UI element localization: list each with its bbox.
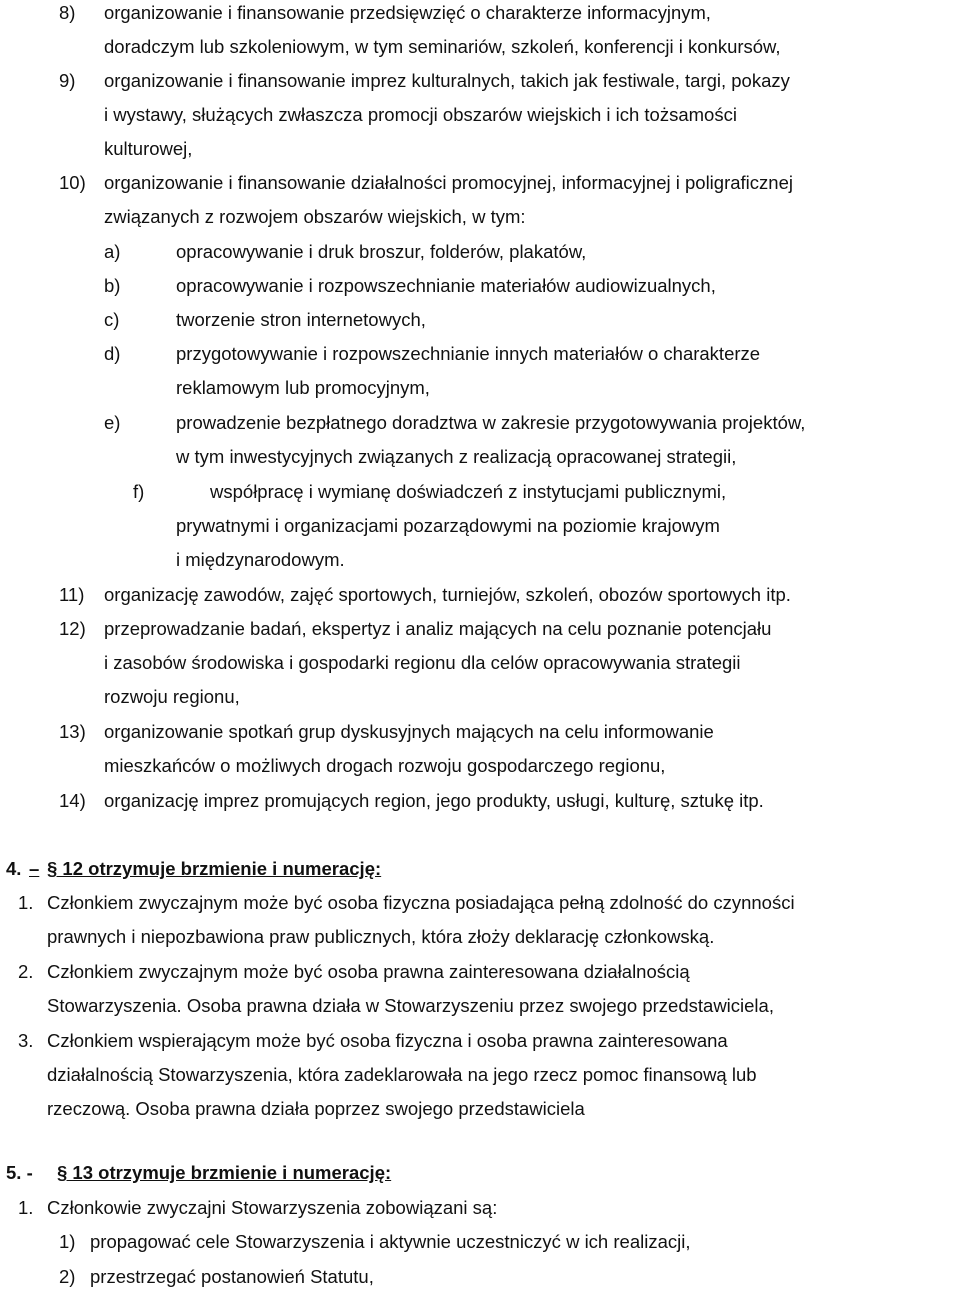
list-number: 8)	[59, 2, 76, 23]
list-item-14	[0, 788, 960, 814]
sub-item-text: w tym inwestycyjnych związanych z realizacją opracowanej strategii,	[176, 446, 737, 467]
point-text: prawnych i niepozbawiona praw publicznych, która złoży deklarację członkowską.	[47, 926, 715, 947]
sub-letter: e)	[104, 412, 121, 433]
point-text: Stowarzyszenia. Osoba prawna działa w Stowarzyszeniu przez swojego przedstawiciela,	[47, 995, 774, 1016]
list-item-9-line-1	[0, 68, 960, 94]
sub-letter: a)	[104, 241, 121, 262]
list-item-text: kulturowej,	[104, 138, 193, 159]
list-item-text: i wystawy, służących zwłaszcza promocji obszarów wiejskich i ich tożsamości	[104, 104, 737, 125]
point-number: 1.	[18, 892, 34, 913]
sub-item-f-line-2	[0, 513, 960, 539]
point-text: działalnością Stowarzyszenia, która zadeklarowała na jego rzecz pomoc finansową lub	[47, 1064, 757, 1085]
list-item-text: i zasobów środowiska i gospodarki regionu dla celów opracowywania strategii	[104, 652, 741, 673]
list-item-text: organizowanie i finansowanie imprez kulturalnych, takich jak festiwale, targi, pokazy	[104, 70, 790, 91]
list-number: 10)	[59, 172, 86, 193]
list-number: 14)	[59, 790, 86, 811]
list-item-12-line-1	[0, 616, 960, 642]
sub-number: 1)	[59, 1231, 76, 1252]
list-item-text: mieszkańców o możliwych drogach rozwoju gospodarczego regionu,	[104, 755, 666, 776]
list-item-text: przeprowadzanie badań, ekspertyz i analiz mających na celu poznanie potencjału	[104, 618, 772, 639]
list-item-text: związanych z rozwojem obszarów wiejskich, w tym:	[104, 206, 526, 227]
list-item-text: rozwoju regionu,	[104, 686, 240, 707]
sub-item-text: przestrzegać postanowień Statutu,	[90, 1266, 374, 1287]
sub-item-f-line-3	[0, 547, 960, 573]
heading-text: § 12 otrzymuje brzmienie i numerację:	[47, 858, 382, 879]
list-item-9-line-3	[0, 136, 960, 162]
section-heading-5	[0, 1160, 960, 1186]
section-heading-4	[0, 856, 960, 882]
section5-sub-item-1	[0, 1229, 960, 1255]
sub-item-d-line-1	[0, 341, 960, 367]
sub-item-text: i międzynarodowym.	[176, 549, 345, 570]
list-item-text: organizację zawodów, zajęć sportowych, turniejów, szkoleń, obozów sportowych itp.	[104, 584, 791, 605]
sub-item-a	[0, 239, 960, 265]
point-text: Członkiem zwyczajnym może być osoba prawna zainteresowana działalnością	[47, 961, 690, 982]
section4-point-3-line-2	[0, 1062, 960, 1088]
sub-item-text: propagować cele Stowarzyszenia i aktywnie uczestniczyć w ich realizacji,	[90, 1231, 691, 1252]
list-number: 13)	[59, 721, 86, 742]
list-item-9-line-2	[0, 102, 960, 128]
list-item-text: organizowanie i finansowanie działalności promocyjnej, informacyjnej i poligraficznej	[104, 172, 793, 193]
sub-item-text: opracowywanie i druk broszur, folderów, plakatów,	[176, 241, 587, 262]
heading-number: 4.	[6, 858, 22, 879]
sub-item-c	[0, 307, 960, 333]
section4-point-2-line-1	[0, 959, 960, 985]
sub-letter: c)	[104, 309, 120, 330]
list-item-10-line-1	[0, 170, 960, 196]
sub-item-text: prowadzenie bezpłatnego doradztwa w zakresie przygotowywania projektów,	[176, 412, 806, 433]
sub-letter: f)	[133, 481, 145, 502]
sub-item-text: tworzenie stron internetowych,	[176, 309, 426, 330]
heading-number: 5. -	[6, 1162, 33, 1183]
sub-item-d-line-2	[0, 375, 960, 401]
point-number: 3.	[18, 1030, 34, 1051]
sub-item-text: współpracę i wymianę doświadczeń z instytucjami publicznymi,	[210, 481, 727, 502]
section5-point-1	[0, 1195, 960, 1221]
point-text: rzeczową. Osoba prawna działa poprzez swojego przedstawiciela	[47, 1098, 585, 1119]
list-number: 12)	[59, 618, 86, 639]
list-item-12-line-3	[0, 684, 960, 710]
list-number: 11)	[59, 584, 85, 605]
sub-item-e-line-2	[0, 444, 960, 470]
sub-item-text: opracowywanie i rozpowszechnianie materiałów audiowizualnych,	[176, 275, 716, 296]
section5-sub-item-2	[0, 1264, 960, 1290]
sub-number: 2)	[59, 1266, 76, 1287]
sub-letter: d)	[104, 343, 121, 364]
point-number: 2.	[18, 961, 34, 982]
point-text: Członkiem zwyczajnym może być osoba fizyczna posiadająca pełną zdolność do czynności	[47, 892, 795, 913]
point-number: 1.	[18, 1197, 34, 1218]
list-item-8-line-2	[0, 34, 960, 60]
list-item-13-line-2	[0, 753, 960, 779]
sub-letter: b)	[104, 275, 121, 296]
list-item-8-line-1	[0, 0, 960, 26]
sub-item-text: reklamowym lub promocyjnym,	[176, 377, 430, 398]
sub-item-text: przygotowywanie i rozpowszechnianie innych materiałów o charakterze	[176, 343, 761, 364]
section4-point-3-line-1	[0, 1028, 960, 1054]
list-item-13-line-1	[0, 719, 960, 745]
list-item-text: organizowanie i finansowanie przedsięwzięć o charakterze informacyjnym,	[104, 2, 711, 23]
section4-point-1-line-1	[0, 890, 960, 916]
sub-item-b	[0, 273, 960, 299]
sub-item-text: prywatnymi i organizacjami pozarządowymi na poziomie krajowym	[176, 515, 720, 536]
list-item-text: organizowanie spotkań grup dyskusyjnych mających na celu informowanie	[104, 721, 714, 742]
list-item-text: organizację imprez promujących region, jego produkty, usługi, kulturę, sztukę itp.	[104, 790, 764, 811]
section4-point-1-line-2	[0, 924, 960, 950]
heading-dash: –	[29, 858, 40, 879]
list-item-10-line-2	[0, 204, 960, 230]
list-item-text: doradczym lub szkoleniowym, w tym seminariów, szkoleń, konferencji i konkursów,	[104, 36, 781, 57]
section4-point-3-line-3	[0, 1096, 960, 1122]
point-text: Członkowie zwyczajni Stowarzyszenia zobowiązani są:	[47, 1197, 498, 1218]
point-text: Członkiem wspierającym może być osoba fizyczna i osoba prawna zainteresowana	[47, 1030, 728, 1051]
list-number: 9)	[59, 70, 76, 91]
section4-point-2-line-2	[0, 993, 960, 1019]
list-item-12-line-2	[0, 650, 960, 676]
sub-item-f-line-1	[0, 479, 960, 505]
list-item-11	[0, 582, 960, 608]
heading-text: § 13 otrzymuje brzmienie i numerację:	[57, 1162, 392, 1183]
sub-item-e-line-1	[0, 410, 960, 436]
